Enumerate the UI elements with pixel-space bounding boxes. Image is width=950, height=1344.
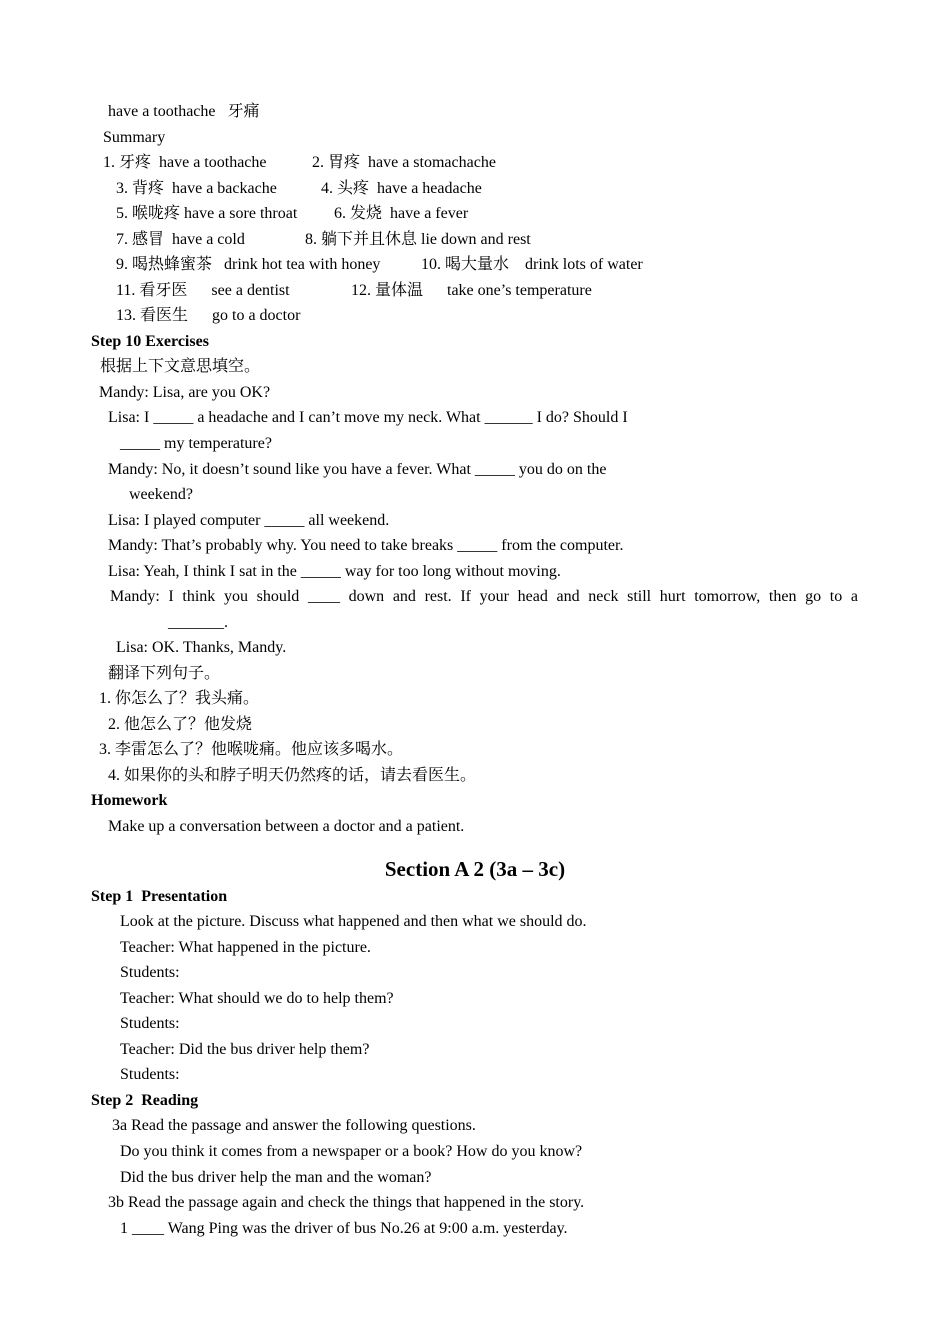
translation-item: 1. 你怎么了？我头痛。 (99, 690, 260, 707)
dialogue-line: Lisa: OK. Thanks, Mandy. (116, 639, 287, 656)
body-text: 3a Read the passage and answer the following questions. (112, 1117, 476, 1134)
dialogue-line: Lisa: I _____ a headache and I can’t move my neck. What ______ I do? Should I (108, 409, 628, 426)
translation-item: 4. 如果你的头和脖子明天仍然疼的话，请去看医生。 (108, 767, 477, 784)
summary-item: 4. 头疼 have a headache (321, 180, 482, 197)
body-text: Do you think it comes from a newspaper or a book? How do you know? (120, 1143, 583, 1160)
dialogue-line: Mandy: No, it doesn’t sound like you have a fever. What _____ you do on the (108, 461, 607, 478)
body-text: Students: (120, 1015, 180, 1032)
homework-text: Make up a conversation between a doctor and a patient. (108, 818, 465, 835)
dialogue-line: Mandy: That’s probably why. You need to take breaks _____ from the computer. (108, 537, 624, 554)
body-text: Did the bus driver help the man and the woman? (120, 1169, 432, 1186)
dialogue-line: Lisa: I played computer _____ all weekend. (108, 512, 390, 529)
dialogue-line: _______. (168, 614, 228, 631)
body-text: Teacher: What should we do to help them? (120, 990, 394, 1007)
summary-item: 8. 躺下并且休息 lie down and rest (305, 231, 531, 248)
summary-item: 6. 发烧 have a fever (334, 205, 469, 222)
summary-heading: Summary (103, 129, 166, 146)
dialogue-line: weekend? (129, 486, 193, 503)
body-text: 1 ____ Wang Ping was the driver of bus No.26 at 9:00 a.m. yesterday. (120, 1220, 568, 1237)
translation-item: 3. 李雷怎么了？他喉咙痛。他应该多喝水。 (99, 741, 404, 758)
summary-item: 9. 喝热蜂蜜茶 drink hot tea with honey (116, 256, 381, 273)
summary-item: 13. 看医生 go to a doctor (116, 307, 301, 324)
body-text: Students: (120, 964, 180, 981)
summary-item: 12. 量体温 take one’s temperature (351, 282, 592, 299)
instruction-text: 翻译下列句子。 (108, 665, 221, 682)
translation-item: 2. 他怎么了？他发烧 (108, 716, 253, 733)
body-text: Teacher: What happened in the picture. (120, 939, 371, 956)
step10-heading: Step 10 Exercises (91, 333, 209, 350)
summary-item: 7. 感冒 have a cold (116, 231, 245, 248)
body-text: Students: (120, 1066, 180, 1083)
dialogue-line: Mandy: Lisa, are you OK? (99, 384, 271, 401)
summary-item: 3. 背疼 have a backache (116, 180, 277, 197)
dialogue-line: _____ my temperature? (120, 435, 272, 452)
homework-heading: Homework (91, 792, 168, 809)
summary-item: 2. 胃疼 have a stomachache (312, 154, 496, 171)
body-text: Teacher: Did the bus driver help them? (120, 1041, 370, 1058)
summary-item: 5. 喉咙疼 have a sore throat (116, 205, 298, 222)
summary-item: 11. 看牙医 see a dentist (116, 282, 290, 299)
step1-heading: Step 1 Presentation (91, 888, 228, 905)
dialogue-line: Lisa: Yeah, I think I sat in the _____ way for too long without moving. (108, 563, 561, 580)
summary-item: 1. 牙疼 have a toothache (103, 154, 267, 171)
summary-item: 10. 喝大量水 drink lots of water (421, 256, 643, 273)
body-text: 3b Read the passage again and check the things that happened in the story. (108, 1194, 585, 1211)
step2-heading: Step 2 Reading (91, 1092, 199, 1109)
section-title: Section A 2 (3a – 3c) (384, 857, 566, 881)
vocab-line: have a toothache 牙痛 (108, 103, 260, 120)
instruction-text: 根据上下文意思填空。 (100, 358, 261, 375)
dialogue-line: Mandy: I think you should ____ down and rest. If your head and neck still hurt tomorrow, then go to a (110, 588, 858, 605)
body-text: Look at the picture. Discuss what happened and then what we should do. (120, 913, 587, 930)
